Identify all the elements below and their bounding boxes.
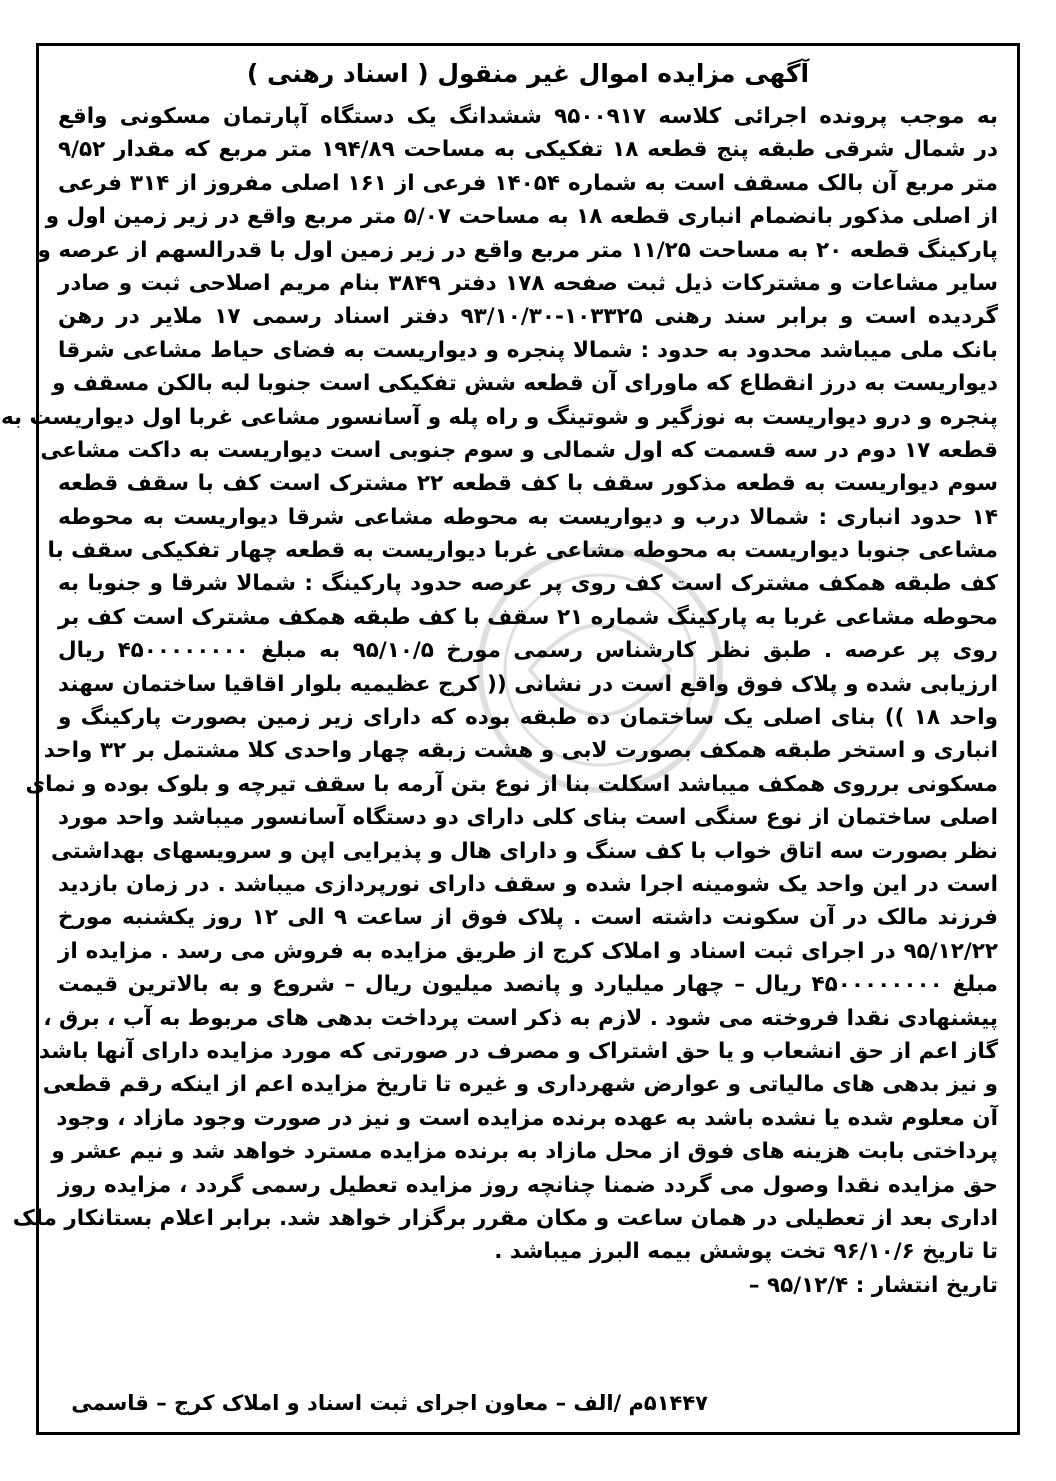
notice-line: اصلی ساختمان از نوع سنگی است بنای کلی دارای دو دستگاه آسانسور میباشد واحد مورد — [58, 805, 998, 831]
notice-line: بانک ملی میباشد محدود به حدود : شمالا پنجره و دیواریست به فضای حیاط مشاعی شرقا — [58, 337, 998, 363]
notice-line: به موجب پرونده اجرائی کلاسه ۹۵۰۰۹۱۷ ششدانگ یک دستگاه آپارتمان مسکونی واقع — [58, 104, 998, 129]
publish-date: تاریخ انتشار : ۹۵/۱۲/۴ – — [748, 1272, 998, 1298]
notice-line: پنجره و درو دیواریست به نوزگیر و شوتینگ و راه پله و آسانسور مشاعی غربا اول دیواریست به — [0, 404, 998, 430]
notice-line: انباری و استخر طبقه همکف بصورت لابی و هشت زبقه چهار واحدی کلا مشتمل بر ۳۲ واحد — [43, 738, 998, 764]
notice-line: مسکونی برروی همکف میباشد اسکلت بنا از نوع بتن آرمه با سقف تیرچه و بلوک بوده و نمای — [25, 771, 998, 797]
notice-line: در شمال شرقی طبقه پنج قطعه ۱۸ تفکیکی به مساحت ۱۹۴/۸۹ متر مربع که مقدار ۹/۵۲ — [58, 137, 998, 163]
notice-line: ۱۴ حدود انباری : شمالا درب و دیواریست به محوطه مشاعی شرقا دیواریست به محوطه — [58, 504, 998, 530]
notice-line: روی پر عرصه . طبق نظر کارشناس رسمی مورخ ۹۵/۱۰/۵ به مبلغ ۴۵۰۰۰۰۰۰۰۰ ریال — [58, 638, 998, 664]
notice-line: ارزیابی شده و پلاک فوق واقع است در نشانی (( کرج عظیمیه بلوار اقاقیا ساختمان سهند — [58, 671, 998, 697]
notice-line: آن معلوم شده یا نشده باشد به عهده برنده مزایده است و نیز در صورت وجود مازاد ، وجود — [56, 1105, 998, 1131]
notice-line: تا تاریخ ۹۶/۱۰/۶ تخت پوشش بیمه البرز میباشد . — [494, 1239, 998, 1265]
notice-line: کف طبقه همکف مشترک است کف روی پر عرصه حدود پارکینگ : شمالا شرقا و جنوبا به — [58, 571, 998, 597]
notice-line: گردیده است و برابر سند رهنی ۱۰۳۳۲۵-۹۳/۱۰/۳۰ دفتر اسناد رسمی ۱۷ ملایر در رهن — [58, 304, 998, 330]
signature-line: ۵۱۴۴۷م /الف – معاون اجرای ثبت اسناد و املاک کرج – قاسمی — [71, 1391, 708, 1415]
notice-body — [0, 100, 999, 1269]
notice-line: پرداختی بابت هزینه های فوق از محل مازاد به برنده مزایده مسترد خواهد شد و نیم عشر و — [51, 1139, 998, 1165]
notice-line: نظر بصورت سه اتاق خواب با کف سنگ و دارای هال و پذیرایی اپن و سرویسهای بهداشتی — [51, 838, 998, 864]
notice-line: قطعه ۱۷ دوم در سه قسمت که اول شمالی و سوم جنوبی است دیواریست به داکت مشاعی — [40, 437, 998, 463]
notice-line: حق مزایده نقدا وصول می گردد ضمنا چنانچه روز مزایده تعطیل رسمی گردد ، مزایده روز — [58, 1172, 998, 1198]
notice-line: گاز اعم از حق انشعاب و یا حق اشتراک و مصرف در صورتی که مورد مزایده دارای آنها باشد — [38, 1038, 998, 1064]
notice-line: متر مربع آن بالک مسقف است به شماره ۱۴۰۵۴ فرعی از ۱۶۱ اصلی مفروز از ۳۱۴ فرعی — [58, 170, 999, 196]
notice-line: سوم دیواریست به قطعه مذکور سقف با کف قطعه ۲۲ مشترک است کف با سقف قطعه — [58, 471, 999, 497]
notice-line: ۹۵/۱۲/۲۲ در اجرای ثبت اسناد و املاک کرج از طریق مزایده به فروش می رسد . مزایده از — [58, 938, 998, 964]
notice-line: پیشنهادی نقدا فروخته می شود . لازم به ذکر است پرداخت بدهی های مربوط به آب ، برق ، — [43, 1005, 998, 1031]
notice-line: و نیز بدهی های مالیاتی و عوارض شهرداری و غیره تا تاریخ مزایده اعم از اینکه رقم قطعی — [42, 1072, 998, 1098]
notice-title: آگهی مزایده اموال غیر منقول ( اسناد رهنی ) — [246, 59, 810, 88]
notice-line: از اصلی مذکور بانضمام انباری قطعه ۱۸ به مساحت ۵/۰۷ متر مربع واقع در زیر زمین اول و — [45, 204, 998, 230]
notice-line: دیواریست به درز انقطاع که ماورای آن قطعه شش تفکیکی است جنوبا لبه بالکن مسقف و — [52, 371, 998, 397]
notice — [0, 52, 999, 1303]
notice-line: مبلغ ۴۵۰۰۰۰۰۰۰۰ ریال – چهار میلیارد و پانصد میلیون ریال – شروع و به بالاترین قیمت — [58, 972, 998, 998]
notice-line: سایر مشاعات و مشترکات ذیل ثبت صفحه ۱۷۸ دفتر ۳۸۴۹ بنام مریم اصلاحی ثبت و صادر — [58, 270, 998, 296]
notice-line: واحد ۱۸ )) بنای اصلی یک ساختمان ده طبقه بوده که دارای زیر زمین بصورت پارکینگ و — [58, 705, 998, 731]
notice-line: پارکینگ قطعه ۲۰ به مساحت ۱۱/۲۵ متر مربع واقع در زیر زمین اول با قدرالسهم از عرصه و — [37, 237, 998, 263]
notice-line: است در این واحد یک شومینه اجرا شده و سقف دارای نورپردازی میباشد . در زمان بازدید — [58, 871, 998, 897]
notice-line: مشاعی جنوبا دیواریست به محوطه مشاعی غربا دیواریست به قطعه چهار تفکیکی سقف با — [47, 538, 998, 564]
notice-line: فرزند مالک در آن سکونت داشته است . پلاک فوق از ساعت ۹ الی ۱۲ روز یکشنبه مورخ — [58, 905, 998, 931]
notice-line: محوطه مشاعی غربا به پارکینگ شماره ۲۱ سقف با کف طبقه همکف مشترک است کف بر — [57, 604, 998, 630]
notice-line: اداری بعد از تعطیلی در همان ساعت و مکان مقرر برگزار خواهد شد. برابر اعلام بستانکار ملک — [12, 1205, 998, 1231]
